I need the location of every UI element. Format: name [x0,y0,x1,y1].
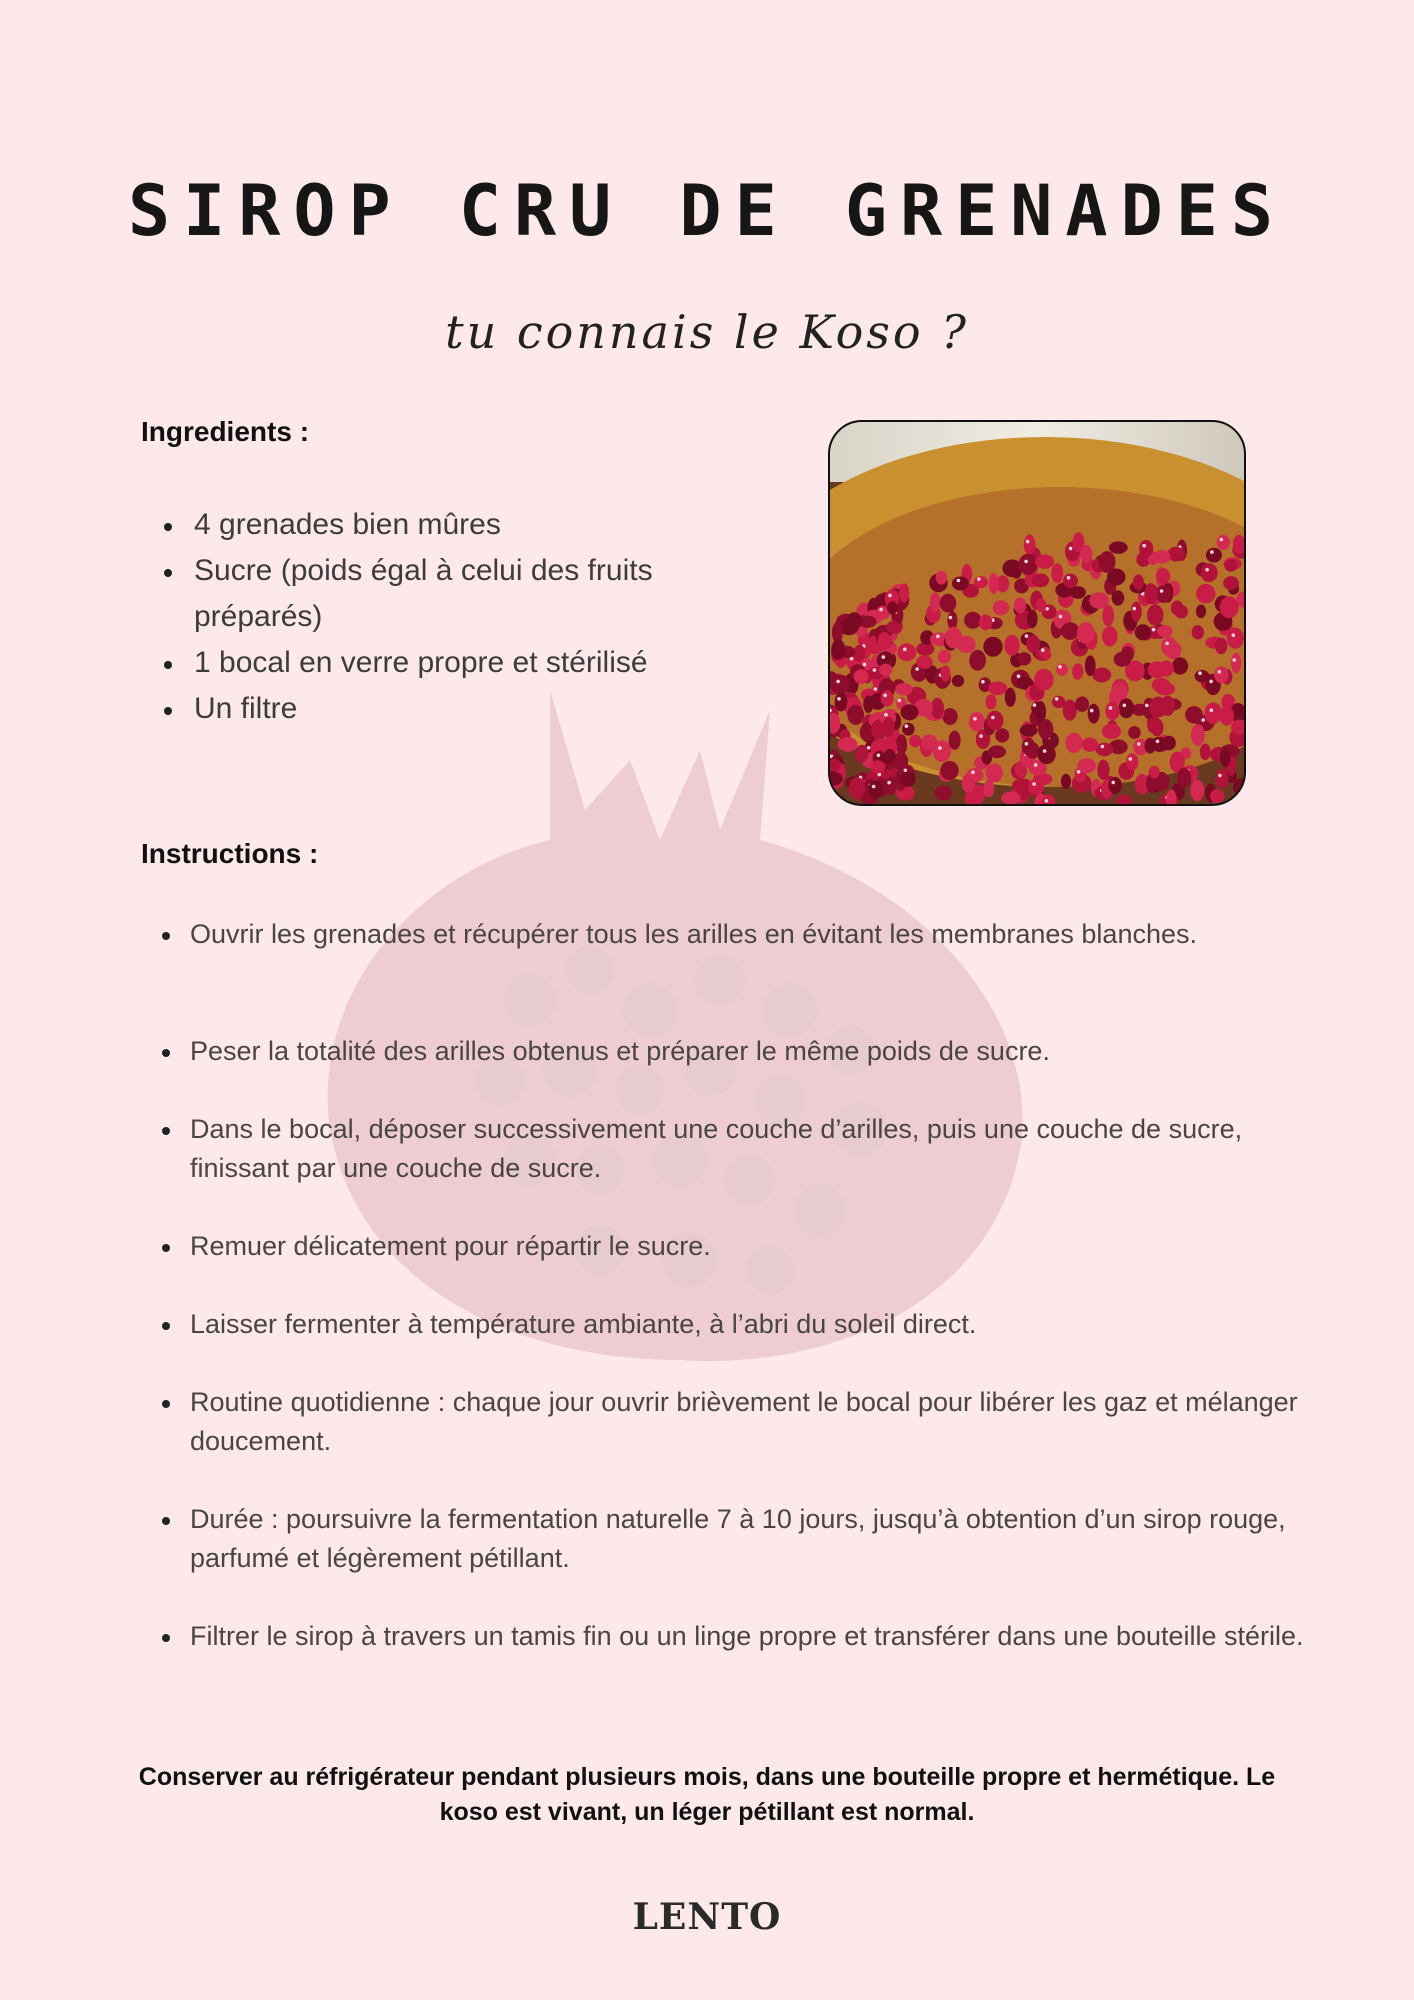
list-item: 1 bocal en verre propre et stérilisé [158,640,678,686]
instructions-list [158,915,1328,1734]
list-item: Sucre (poids égal à celui des fruits préparés) [158,548,678,640]
list-item: Dans le bocal, déposer successivement une couche d’arilles, puis une couche de sucre, finissant par une couche de sucre. [158,1110,1328,1227]
bowl-of-arils-image [830,422,1244,804]
brand-logo: LENTO [632,1896,782,1938]
list-item: Routine quotidienne : chaque jour ouvrir brièvement le bocal pour libérer les gaz et mélanger doucement. [158,1383,1328,1500]
list-item: Filtrer le sirop à travers un tamis fin ou un linge propre et transférer dans une bouteille stérile. [158,1617,1328,1734]
pomegranate-arils-photo [828,420,1246,806]
page-subtitle: tu connais le Koso ? [445,305,969,359]
page-title: SIROP CRU DE GRENADES [127,170,1286,252]
list-item: Remuer délicatement pour répartir le sucre. [158,1227,1328,1305]
list-item: Un filtre [158,686,678,732]
storage-note: Conserver au réfrigérateur pendant plusieurs mois, dans une bouteille propre et hermétique. Le koso est vivant, un léger pétillant est normal. [138,1763,1276,1826]
list-item: Peser la totalité des arilles obtenus et préparer le même poids de sucre. [158,1032,1328,1110]
list-item: 4 grenades bien mûres [158,502,678,548]
ingredients-list [158,502,678,732]
ingredients-heading: Ingredients : [141,416,310,447]
instructions-heading: Instructions : [141,838,319,869]
list-item: Ouvrir les grenades et récupérer tous les arilles en évitant les membranes blanches. [158,915,1328,1032]
list-item: Durée : poursuivre la fermentation naturelle 7 à 10 jours, jusqu’à obtention d’un sirop rouge, parfumé et légèrement pétillant. [158,1500,1328,1617]
list-item: Laisser fermenter à température ambiante, à l’abri du soleil direct. [158,1305,1328,1383]
